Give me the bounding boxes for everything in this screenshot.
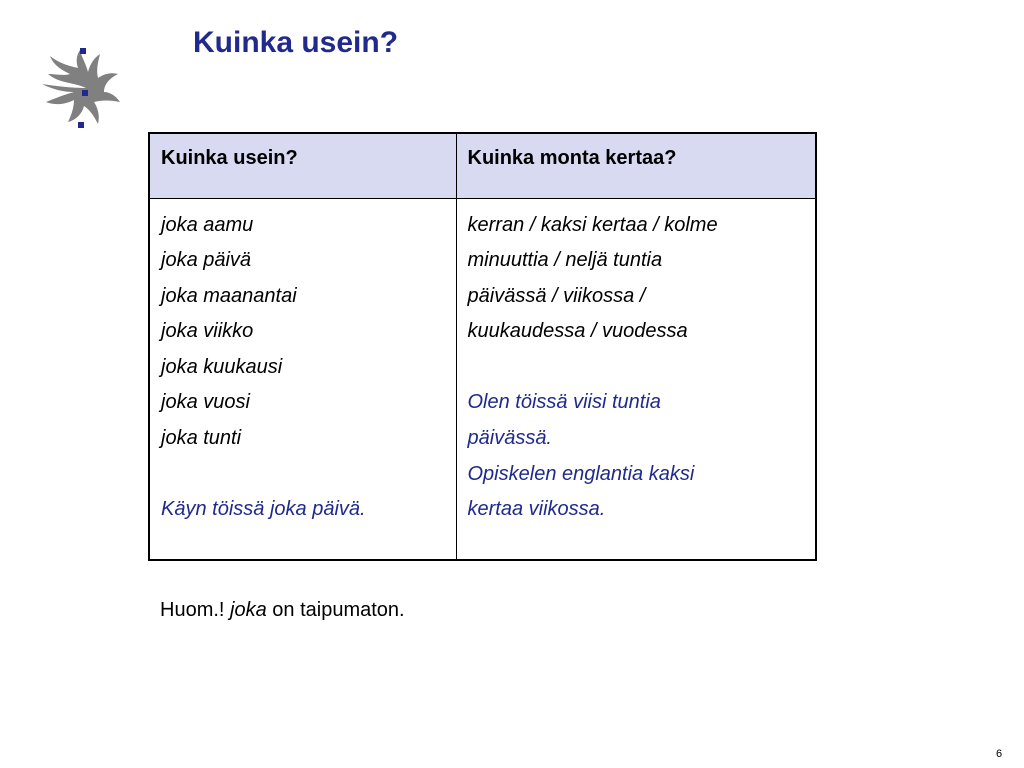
list-item: joka vuosi xyxy=(161,391,250,414)
frequency-table xyxy=(148,132,817,561)
list-item: päivässä / viikossa / xyxy=(467,284,646,307)
note-prefix: Huom.! xyxy=(160,599,231,621)
list-item: joka aamu xyxy=(161,213,254,236)
example-sentence: Käyn töissä joka päivä. xyxy=(161,498,366,521)
list-item: joka maanantai xyxy=(161,284,297,307)
example-sentence: Olen töissä viisi tuntia xyxy=(467,391,661,414)
list-item: kuukaudessa / vuodessa xyxy=(467,320,688,343)
header-how-many-times: Kuinka monta kertaa? xyxy=(456,133,816,198)
cell-how-often-list xyxy=(149,198,456,560)
list-item: joka kuukausi xyxy=(161,355,283,378)
note-emphasis: joka xyxy=(230,599,267,621)
table-row xyxy=(149,198,816,560)
list-item: joka viikko xyxy=(161,320,254,343)
header-how-often: Kuinka usein? xyxy=(149,133,456,198)
list-item: joka tunti xyxy=(161,427,242,450)
page-number: 6 xyxy=(996,748,1003,760)
example-sentence: Opiskelen englantia kaksi xyxy=(467,462,695,485)
note-suffix: on taipumaton. xyxy=(266,599,405,621)
list-item: minuuttia / neljä tuntia xyxy=(467,249,663,272)
cell-how-many-times-list xyxy=(456,198,816,560)
example-sentence: päivässä. xyxy=(467,427,552,450)
table-header-row xyxy=(149,133,816,198)
list-item: joka päivä xyxy=(161,249,252,272)
university-flame-logo-icon xyxy=(34,44,126,136)
slide-title: Kuinka usein? xyxy=(193,26,399,59)
grammar-note xyxy=(160,599,405,622)
list-item: kerran / kaksi kertaa / kolme xyxy=(467,213,718,236)
example-sentence: kertaa viikossa. xyxy=(467,498,606,521)
